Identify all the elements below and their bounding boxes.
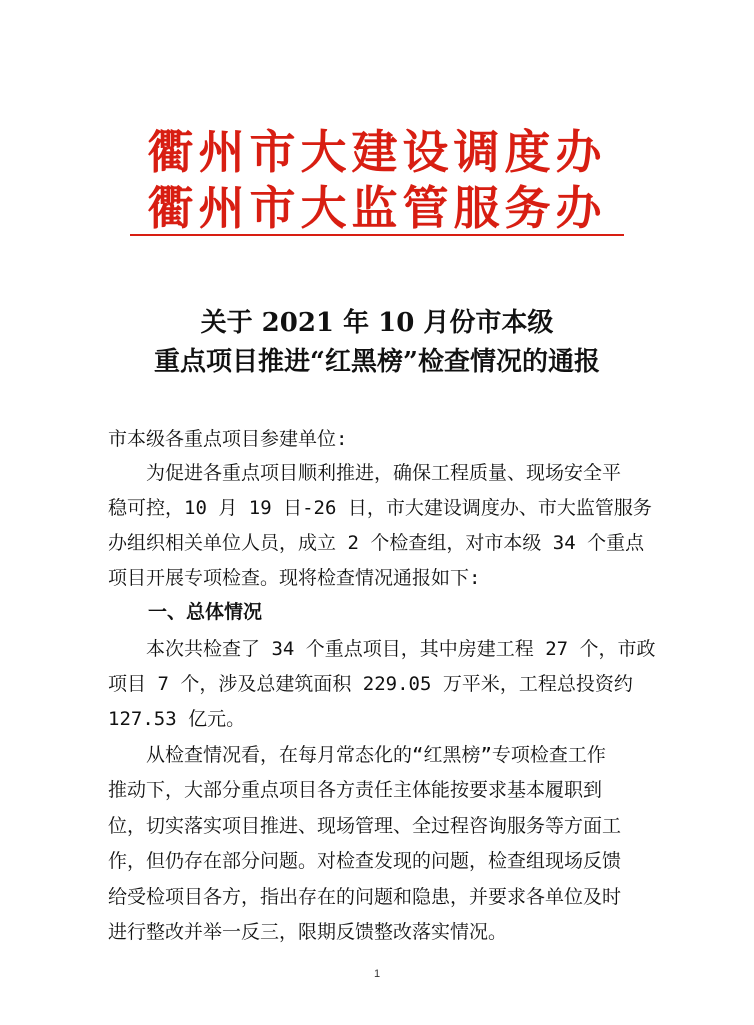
paragraph-3-line-4: 作，但仍存在部分问题。对检查发现的问题，检查组现场反馈 <box>108 850 622 872</box>
paragraph-3-line-3: 位，切实落实项目推进、现场管理、全过程咨询服务等方面工 <box>108 815 622 837</box>
paragraph-2-line-1: 本次共检查了 34 个重点项目，其中房建工程 27 个，市政 <box>108 638 656 660</box>
paragraph-1-line-2: 稳可控，10 月 19 日-26 日，市大建设调度办、市大监管服务 <box>108 497 652 519</box>
masthead-line-1: 衢州市大建设调度办 <box>147 125 607 179</box>
masthead-line-2: 衢州市大监管服务办 <box>147 181 607 235</box>
page-number: 1 <box>373 968 381 980</box>
paragraph-3-line-1: 从检查情况看，在每月常态化的“红黑榜”专项检查工作 <box>108 744 606 766</box>
paragraph-1-line-3: 办组织相关单位人员，成立 2 个检查组，对市本级 34 个重点 <box>108 532 645 554</box>
document-title-line-1: 关于 2021 年 10 月份市本级 <box>200 308 554 338</box>
salutation: 市本级各重点项目参建单位: <box>108 428 348 450</box>
paragraph-2-line-3: 127.53 亿元。 <box>108 708 246 730</box>
paragraph-1-line-4: 项目开展专项检查。现将检查情况通报如下: <box>108 567 481 589</box>
paragraph-2-line-2: 项目 7 个，涉及总建筑面积 229.05 万平米，工程总投资约 <box>108 673 633 695</box>
document-title-line-2: 重点项目推进“红黑榜”检查情况的通报 <box>154 347 600 377</box>
paragraph-3-line-5: 给受检项目各方，指出存在的问题和隐患，并要求各单位及时 <box>108 886 622 908</box>
paragraph-3-line-2: 推动下，大部分重点项目各方责任主体能按要求基本履职到 <box>108 779 603 801</box>
paragraph-1-line-1: 为促进各重点项目顺利推进，确保工程质量、现场安全平 <box>108 462 622 484</box>
section-heading-overview: 一、总体情况 <box>148 601 263 623</box>
masthead-divider <box>130 234 624 236</box>
paragraph-3-line-6: 进行整改并举一反三，限期反馈整改落实情况。 <box>108 921 508 943</box>
